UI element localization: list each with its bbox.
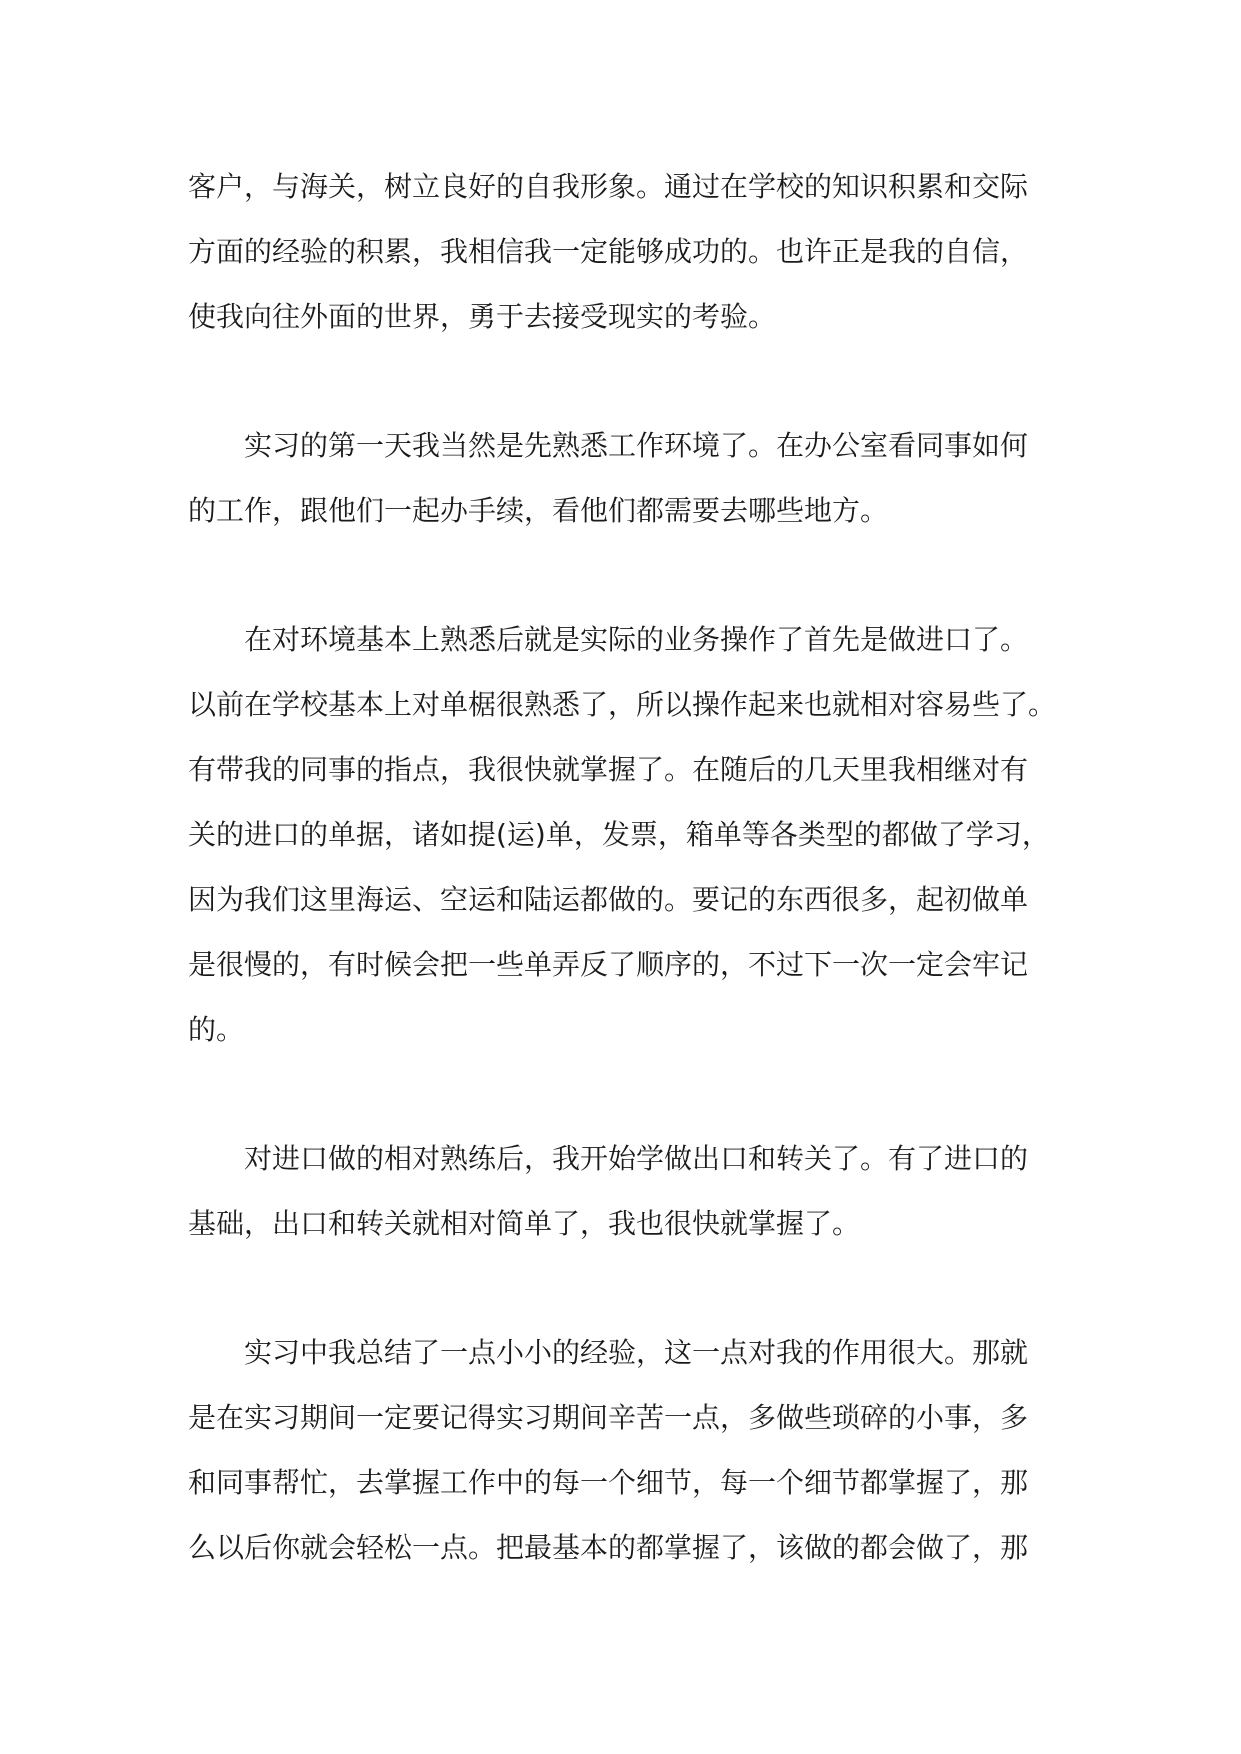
document-page — [188, 154, 1068, 1580]
text-line: 有带我的同事的指点，我很快就掌握了。在随后的几天里我相继对有 — [188, 753, 1029, 786]
text-line: 方面的经验的积累，我相信我一定能够成功的。也许正是我的自信， — [188, 235, 1029, 268]
text-line: 关的进口的单据，诸如提(运)单，发票，箱单等各类型的都做了学习， — [188, 818, 1050, 851]
text-line: 实习中我总结了一点小小的经验，这一点对我的作用很大。那就 — [244, 1336, 1029, 1369]
text-line: 的工作，跟他们一起办手续，看他们都需要去哪些地方。 — [188, 494, 889, 527]
paragraph-2 — [188, 413, 1068, 543]
text-line: 的。 — [188, 1013, 245, 1046]
paragraph-3 — [188, 607, 1068, 1062]
paragraph-4 — [188, 1126, 1068, 1256]
text-line: 么以后你就会轻松一点。把最基本的都掌握了，该做的都会做了，那 — [188, 1531, 1029, 1564]
text-line: 在对环境基本上熟悉后就是实际的业务操作了首先是做进口了。 — [244, 623, 1029, 656]
text-line: 因为我们这里海运、空运和陆运都做的。要记的东西很多，起初做单 — [188, 883, 1029, 916]
text-line: 基础，出口和转关就相对简单了，我也很快就掌握了。 — [188, 1207, 861, 1240]
paragraph-gap — [188, 349, 1068, 413]
text-line: 实习的第一天我当然是先熟悉工作环境了。在办公室看同事如何 — [244, 429, 1029, 462]
paragraph-5 — [188, 1320, 1068, 1580]
text-line: 使我向往外面的世界，勇于去接受现实的考验。 — [188, 300, 777, 333]
paragraph-gap — [188, 543, 1068, 607]
text-line: 客户，与海关，树立良好的自我形象。通过在学校的知识积累和交际 — [188, 170, 1029, 203]
paragraph-gap — [188, 1256, 1068, 1320]
paragraph-1 — [188, 154, 1068, 349]
text-line: 对进口做的相对熟练后，我开始学做出口和转关了。有了进口的 — [244, 1142, 1029, 1175]
text-line: 是很慢的，有时候会把一些单弄反了顺序的，不过下一次一定会牢记 — [188, 948, 1029, 981]
text-line: 以前在学校基本上对单椐很熟悉了，所以操作起来也就相对容易些了。 — [188, 688, 1057, 721]
paragraph-gap — [188, 1062, 1068, 1126]
text-line: 和同事帮忙，去掌握工作中的每一个细节，每一个细节都掌握了，那 — [188, 1466, 1029, 1499]
text-line: 是在实习期间一定要记得实习期间辛苦一点，多做些琐碎的小事，多 — [188, 1401, 1029, 1434]
